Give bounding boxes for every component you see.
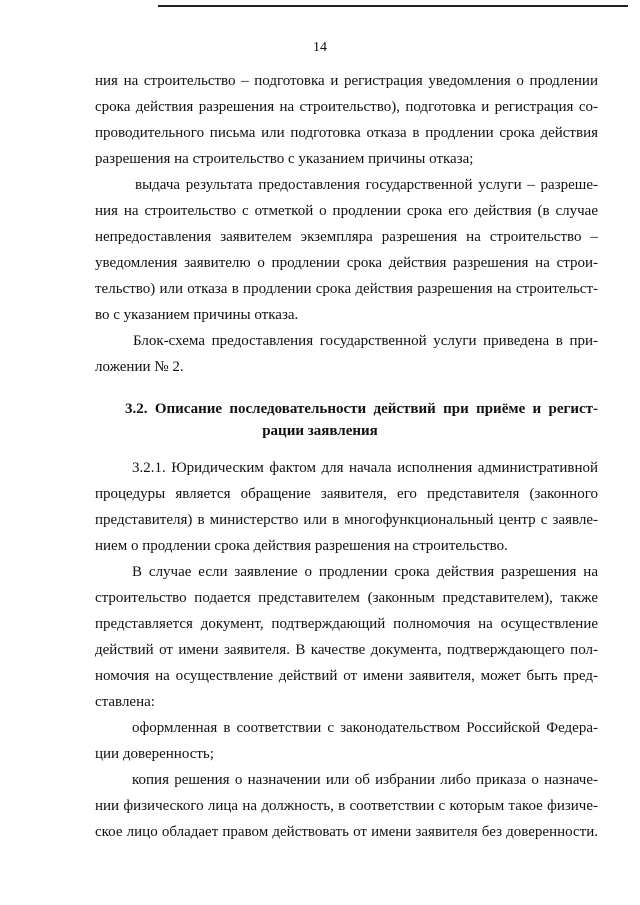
text-line: ния на строительство с отметкой о продлении срока его действия (в случае	[95, 203, 598, 219]
text-line: представителя) в министерство или в многофункциональный центр с заявле-	[95, 512, 598, 528]
text-line: ложении № 2.	[95, 359, 184, 375]
text-line: копия решения о назначении или об избрании либо приказа о назначе-	[132, 772, 598, 788]
section-heading-continuation: рации заявления	[262, 423, 378, 439]
text-line: тельство) или отказа в продлении срока действия разрешения на строительст-	[95, 281, 598, 297]
text-line: В случае если заявление о продлении срока действия разрешения на	[132, 564, 598, 580]
text-line: номочия на осуществление действий от имени заявителя, может быть пред-	[95, 668, 598, 684]
text-line: нием о продлении срока действия разрешения на строительство.	[95, 538, 508, 554]
text-line: уведомления заявителю о продлении срока действия разрешения на строи-	[95, 255, 598, 271]
text-line: проводительного письма или подготовка отказа в продлении срока действия	[95, 125, 598, 141]
text-line: срока действия разрешения на строительство), подготовка и регистрация со-	[95, 99, 598, 115]
text-line: ское лицо обладает правом действовать от имени заявителя без доверенности.	[95, 824, 598, 840]
top-rule	[158, 5, 628, 7]
page-number: 14	[313, 40, 327, 55]
text-line: ции доверенность;	[95, 746, 214, 762]
text-line: ния на строительство – подготовка и регистрация уведомления о продлении	[95, 73, 598, 89]
text-line: строительство подается представителем (законным представителем), также	[95, 590, 598, 606]
text-line: непредоставления заявителем экземпляра разрешения на строительство –	[95, 229, 598, 245]
text-line: оформленная в соответствии с законодательством Российской Федера-	[132, 720, 598, 736]
text-line: ставлена:	[95, 694, 155, 710]
text-line: 3.2.1. Юридическим фактом для начала исполнения административной	[132, 460, 598, 476]
text-line: представляется документ, подтверждающий полномочия на осуществление	[95, 616, 598, 632]
text-line: Блок-схема предоставления государственной услуги приведена в при-	[133, 333, 598, 349]
text-line: выдача результата предоставления государственной услуги – разреше-	[135, 177, 598, 193]
text-line: процедуры является обращение заявителя, его представителя (законного	[95, 486, 598, 502]
section-heading: 3.2. Описание последовательности действий при приёме и регист-	[125, 401, 598, 417]
text-line: нии физического лица на должность, в соответствии с которым такое физиче-	[95, 798, 598, 814]
text-line: во с указанием причины отказа.	[95, 307, 299, 323]
text-line: действий от имени заявителя. В качестве документа, подтверждающего пол-	[95, 642, 598, 658]
text-line: разрешения на строительство с указанием причины отказа;	[95, 151, 474, 167]
